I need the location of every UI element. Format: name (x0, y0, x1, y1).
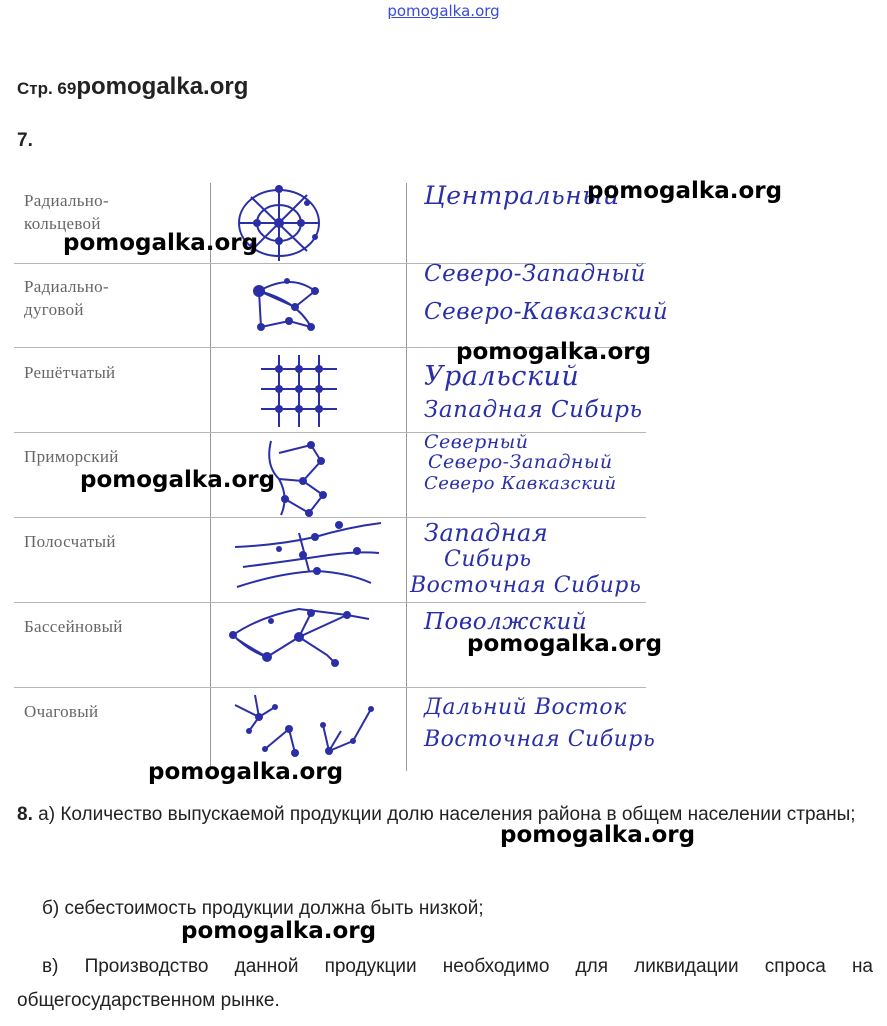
task-8-answer-a (17, 798, 873, 832)
region-label: Северный (424, 431, 529, 453)
watermark: pomogalka.org (80, 467, 276, 493)
task-8-answer-c (17, 950, 873, 1018)
region-label: Сибирь (444, 547, 532, 572)
watermark: pomogalka.org (181, 918, 377, 944)
scheme-name-focal: Очаговый (24, 702, 99, 721)
scheme-name-radial-ring: Радиально- кольцевой (24, 191, 109, 233)
task-7-number: 7. (17, 130, 33, 151)
region-label: Поволжский (424, 609, 588, 635)
answer-c-text: в) Производство данной продукции необходимо для ликвидации спроса на общегосударственном рынке. (17, 956, 873, 1011)
scheme-name-coastal: Приморский (24, 447, 119, 466)
watermark: pomogalka.org (500, 822, 696, 848)
region-label: Северо Кавказский (424, 473, 617, 494)
region-label: Западная (424, 519, 549, 547)
watermark: pomogalka.org (467, 631, 663, 657)
row-divider (14, 432, 646, 433)
watermark: pomogalka.org (148, 759, 344, 785)
column-divider (406, 183, 407, 771)
watermark: pomogalka.org (76, 73, 249, 100)
scheme-name-basin: Бассейновый (24, 617, 123, 636)
region-label: Уральский (424, 361, 580, 392)
basin-scheme-drawing (219, 603, 399, 687)
answer-b-text: б) себестоимость продукции должна быть низкой; (42, 898, 484, 919)
scheme-name-lattice: Решётчатый (24, 363, 116, 382)
region-label: Центральный (424, 181, 620, 210)
task-8-number: 8. (17, 804, 33, 825)
scheme-name-striped: Полосчатый (24, 532, 116, 551)
region-label: Восточная Сибирь (410, 573, 642, 598)
row-divider (14, 687, 646, 688)
region-label: Западная Сибирь (424, 397, 643, 423)
page-reference (17, 73, 248, 101)
region-label: Северо-Западный (428, 451, 613, 473)
region-label: Северо-Западный (424, 261, 646, 287)
page-number-label: Стр. 69 (17, 79, 77, 98)
site-link[interactable]: pomogalka.org (387, 2, 500, 20)
watermark: pomogalka.org (63, 230, 259, 256)
watermark: pomogalka.org (587, 178, 783, 204)
task-8-answer-b (42, 892, 873, 926)
region-label: Дальний Восток (424, 695, 627, 720)
answer-a-text: а) Количество выпускаемой продукции долю населения района в общем населении страны; (38, 804, 856, 825)
watermark: pomogalka.org (456, 339, 652, 365)
scheme-name-radial-arc: Радиально- дуговой (24, 277, 109, 319)
striped-scheme-drawing (219, 519, 399, 603)
radial-arc-scheme-drawing (219, 267, 349, 345)
region-label: Северо-Кавказский (424, 299, 669, 325)
lattice-scheme-drawing (219, 351, 349, 431)
region-label: Восточная Сибирь (424, 727, 656, 752)
